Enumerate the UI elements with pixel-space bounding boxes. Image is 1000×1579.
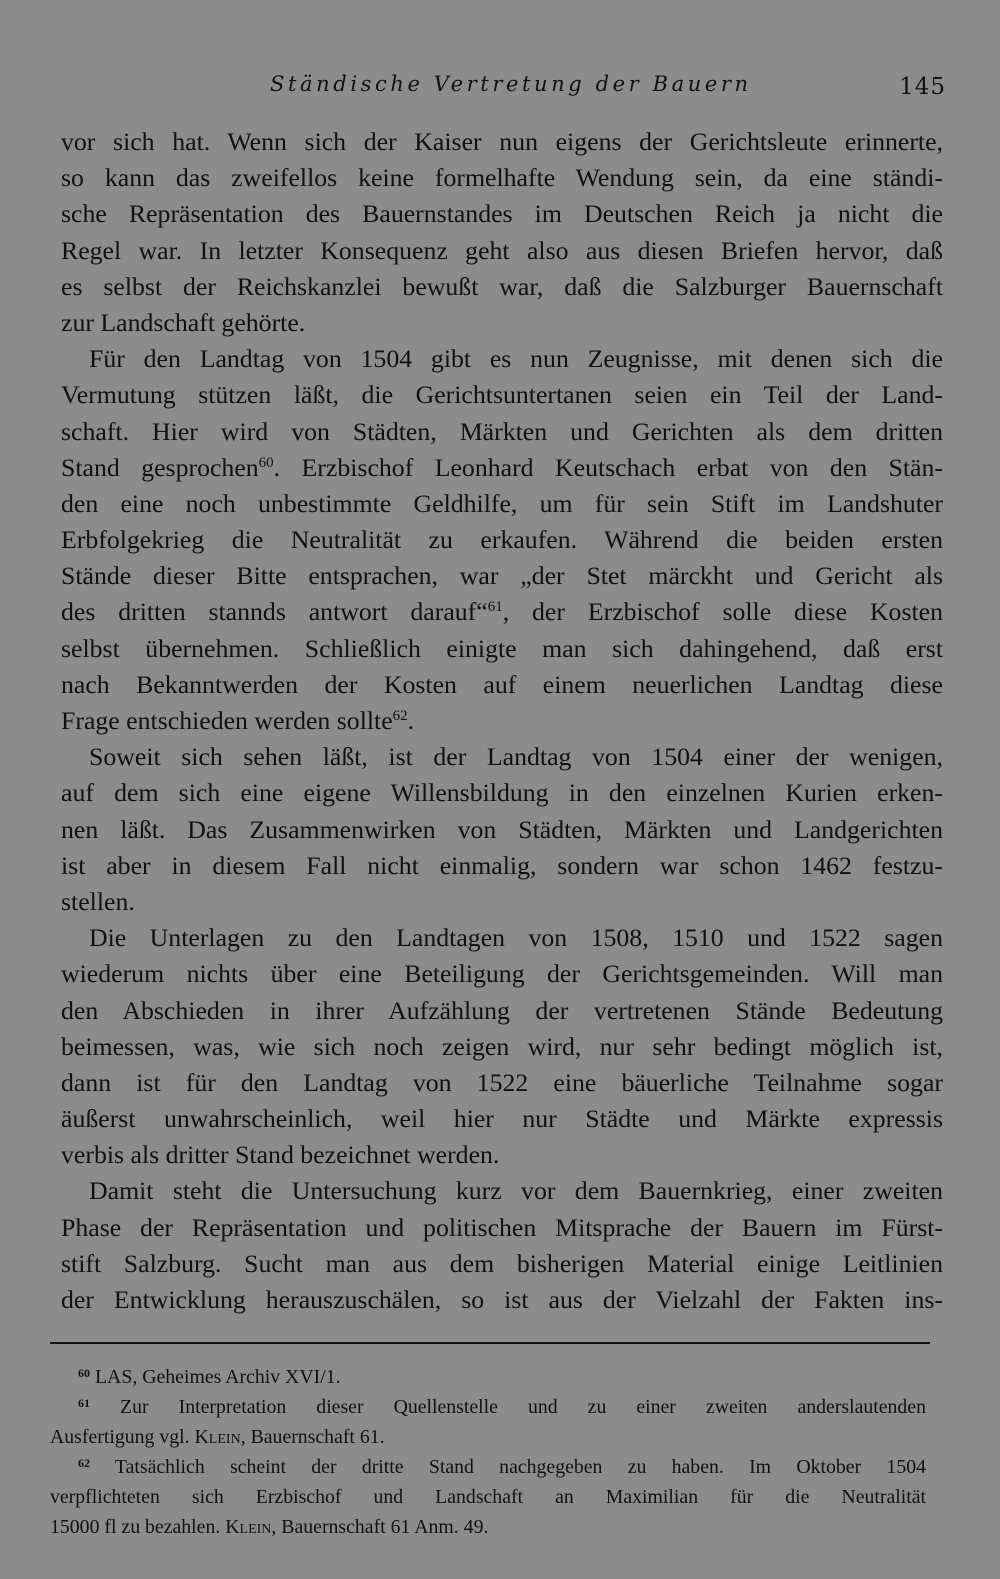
text-line: den eine noch unbestimmte Geldhilfe, um für sein Stift im Landshuter [61, 488, 943, 518]
text-line: stellen. [61, 886, 135, 916]
footnotes [50, 1362, 926, 1542]
text-fragment: Frage entschieden werden sollte [61, 706, 393, 735]
text-line: Stände dieser Bitte entsprachen, war „der Stet märckht und Gericht als [61, 561, 943, 591]
footnote-text: , Bauernschaft 61. [240, 1426, 385, 1448]
footnote-text: , Bauernschaft 61 Anm. 49. [271, 1516, 489, 1538]
text-line: Die Unterlagen zu den Landtagen von 1508, 1510 und 1522 sagen [89, 923, 943, 953]
text-line: den Abschieden in ihrer Aufzählung der vertretenen Stände Bedeutung [61, 995, 943, 1025]
text-line: es selbst der Reichskanzlei bewußt war, daß die Salzburger Bauernschaft [61, 271, 943, 301]
text-line: dann ist für den Landtag von 1522 eine bäuerliche Teilnahme sogar [61, 1067, 943, 1097]
text-line: der Entwicklung herauszuschälen, so ist aus der Vielzahl der Fakten ins- [61, 1285, 943, 1314]
footnote-ref: 62 [392, 708, 408, 724]
text-line: äußerst unwahrscheinlich, weil hier nur Städte und Märkte expressis [61, 1104, 943, 1134]
text-fragment: , der Erzbischof solle diese Kosten [502, 597, 943, 627]
text-line: selbst übernehmen. Schließlich einigte man sich dahingehend, daß erst [61, 633, 943, 663]
text-line: verbis als dritter Stand bezeichnet werden. [61, 1140, 500, 1170]
footnote-text: Ausfertigung vgl. [50, 1426, 190, 1448]
text-line [61, 594, 943, 630]
text-line: schaft. Hier wird von Städten, Märkten und Gerichten als dem dritten [61, 416, 943, 446]
page-number: 145 [899, 74, 946, 100]
footnote-text: Tatsächlich scheint der dritte Stand nachgegeben zu haben. Im Oktober 1504 [114, 1456, 926, 1478]
footnote-61 [50, 1392, 926, 1422]
footnote-62 [50, 1452, 926, 1482]
author-name: Klein [225, 1516, 272, 1538]
footnote-text: LAS, Geheimes Archiv XVI/1. [94, 1366, 341, 1388]
text-line: Damit steht die Untersuchung kurz vor dem Bauernkrieg, einer zweiten [89, 1176, 943, 1206]
footnote-number: 62 [78, 1456, 90, 1470]
text-line: so kann das zweifellos keine formelhafte Wendung sein, da eine ständi- [61, 163, 943, 193]
text-line [61, 703, 943, 739]
main-text [61, 124, 943, 1318]
text-line: Erbfolgekrieg die Neutralität zu erkaufen. Während die beiden ersten [61, 525, 943, 555]
text-fragment: des dritten stannds antwort darauf“ [61, 597, 488, 627]
text-line: Vermutung stützen läßt, die Gerichtsuntertanen seien ein Teil der Land- [61, 380, 943, 410]
text-line: nach Bekanntwerden der Kosten auf einem neuerlichen Landtag diese [61, 669, 943, 699]
footnote-divider [50, 1342, 930, 1344]
running-title: Ständische Vertretung der Bauern [270, 72, 752, 96]
footnote-text: Zur Interpretation dieser Quellenstelle und zu einer zweiten anderslautenden [120, 1396, 926, 1418]
text-line: Regel war. In letzter Konsequenz geht also aus diesen Briefen hervor, daß [61, 235, 943, 265]
footnote-61-cont [50, 1422, 926, 1452]
text-line: Soweit sich sehen läßt, ist der Landtag von 1504 einer der wenigen, [89, 742, 943, 772]
footnote-number: 60 [78, 1366, 90, 1380]
text-line: vor sich hat. Wenn sich der Kaiser nun eigens der Gerichtsleute erinnerte, [61, 127, 943, 156]
page-header [58, 72, 946, 106]
footnote-ref: 60 [258, 454, 274, 471]
text-line: Für den Landtag von 1504 gibt es nun Zeugnisse, mit denen sich die [89, 344, 943, 374]
text-line: Phase der Repräsentation und politischen Mitsprache der Bauern im Fürst- [61, 1212, 943, 1242]
footnote-62-cont [50, 1512, 926, 1542]
text-line: stift Salzburg. Sucht man aus dem bisherigen Material einige Leitlinien [61, 1248, 943, 1278]
text-line: auf dem sich eine eigene Willensbildung in den einzelnen Kurien erken- [61, 778, 943, 808]
text-line: beimessen, was, wie sich noch zeigen wird, nur sehr bedingt möglich ist, [61, 1031, 943, 1061]
footnote-60 [50, 1362, 926, 1392]
footnote-number: 61 [78, 1396, 90, 1410]
text-fragment: Stand gesprochen [61, 452, 259, 482]
footnote-62-cont: verpflichteten sich Erzbischof und Landschaft an Maximilian für die Neutralität [50, 1486, 926, 1508]
footnote-ref: 61 [487, 599, 503, 616]
author-name: Klein [194, 1426, 241, 1448]
text-line: zur Landschaft gehörte. [61, 307, 306, 337]
text-fragment: . Erzbischof Leonhard Keutschach erbat von den Stän- [273, 452, 943, 482]
text-fragment: . [407, 706, 415, 735]
footnote-text: 15000 fl zu bezahlen. [50, 1516, 221, 1538]
text-line [61, 450, 943, 486]
text-line: wiederum nichts über eine Beteiligung der Gerichtsgemeinden. Will man [61, 959, 943, 989]
text-line: ist aber in diesem Fall nicht einmalig, sondern war schon 1462 festzu- [61, 850, 943, 880]
text-line: sche Repräsentation des Bauernstandes im Deutschen Reich ja nicht die [61, 199, 943, 229]
text-line: nen läßt. Das Zusammenwirken von Städten, Märkten und Landgerichten [61, 814, 943, 844]
